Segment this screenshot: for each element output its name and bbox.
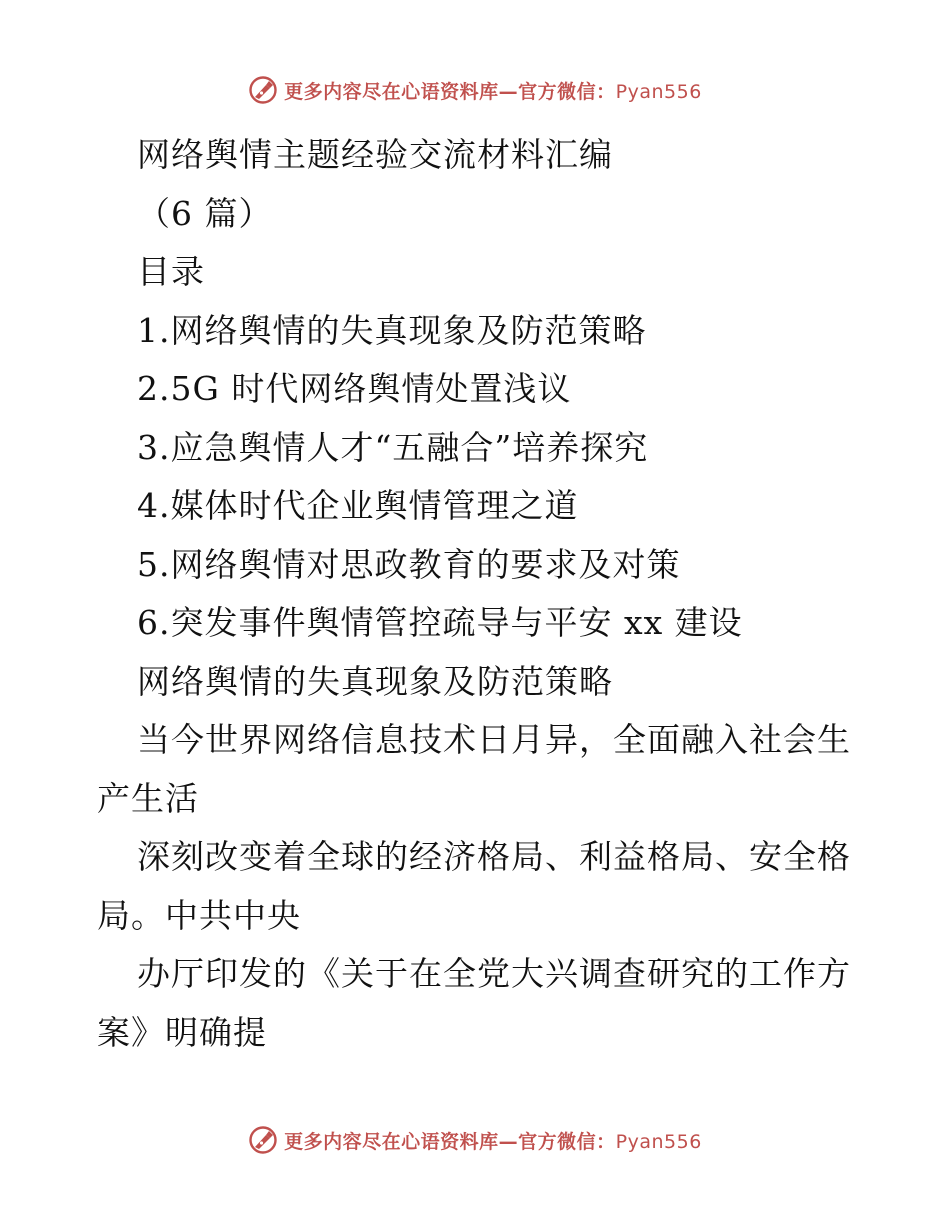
toc-item: 6.突发事件舆情管控疏导与平安 xx 建设: [137, 603, 743, 642]
footer-banner-handle: Pyan556: [615, 1130, 702, 1153]
footer-banner-inner: [248, 1125, 702, 1155]
footer-banner-label: 更多内容尽在心语资料库—官方微信：: [284, 1130, 616, 1153]
header-banner-handle: Pyan556: [615, 80, 702, 103]
toc-item: 3.应急舆情人才“五融合”培养探究: [137, 427, 649, 467]
header-banner-label: 更多内容尽在心语资料库—官方微信：: [284, 80, 616, 103]
header-banner-inner: [248, 75, 702, 105]
paragraph-line: 案》明确提: [97, 1012, 267, 1052]
document-body: [97, 126, 867, 1062]
toc-item: 5.网络舆情对思政教育的要求及对策: [137, 544, 681, 584]
footer-banner: [0, 1120, 950, 1160]
toc-item: 2.5G 时代网络舆情处置浅议: [137, 369, 572, 408]
paragraph-line: 当今世界网络信息技术日月异，全面融入社会生: [137, 720, 851, 759]
footer-banner-text: [284, 1127, 702, 1154]
paragraph-line: 深刻改变着全球的经济格局、利益格局、安全格: [137, 837, 851, 876]
header-banner: [0, 70, 950, 110]
document-title: 网络舆情主题经验交流材料汇编: [137, 135, 613, 174]
paragraph-line: 局。中共中央: [97, 895, 301, 935]
paragraph-line: 办厅印发的《关于在全党大兴调查研究的工作方: [137, 954, 851, 993]
toc-heading: 目录: [137, 252, 205, 291]
pen-nib-circle-icon: [248, 75, 278, 105]
document-count: （6 篇）: [137, 193, 273, 233]
section-title: 网络舆情的失真现象及防范策略: [137, 661, 613, 701]
paragraph-line: 产生活: [97, 778, 199, 818]
header-banner-text: [284, 77, 702, 104]
pen-nib-circle-icon: [248, 1125, 278, 1155]
toc-item: 1.网络舆情的失真现象及防范策略: [137, 310, 647, 350]
toc-item: 4.媒体时代企业舆情管理之道: [137, 486, 579, 525]
